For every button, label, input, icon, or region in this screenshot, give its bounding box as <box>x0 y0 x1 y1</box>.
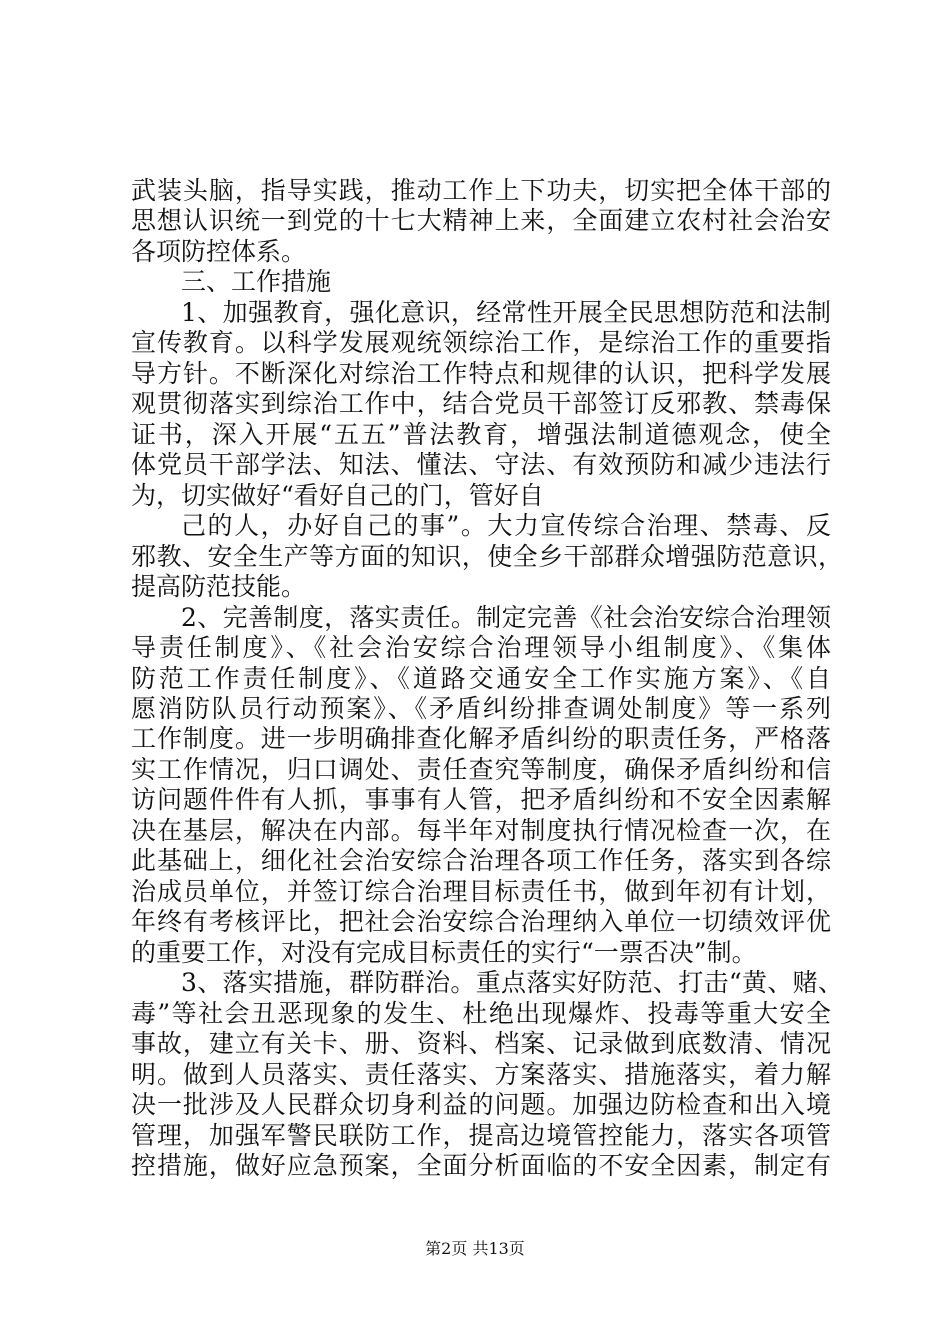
text-line: 宣传教育。以科学发展观统领综治工作，是综治工作的重要指 <box>131 328 831 357</box>
text-line: 愿消防队员行动预案》、《矛盾纠纷排查调处制度》等一系列 <box>131 694 831 723</box>
text-line: 此基础上，细化社会治安综合治理各项工作任务，落实到各综 <box>131 846 831 875</box>
text-line: 导方针。不断深化对综治工作特点和规律的认识，把科学发展 <box>131 359 831 388</box>
text-line: 1、加强教育，强化意识，经常性开展全民思想防范和法制 <box>181 298 831 327</box>
page-number-footer: 第2页 共13页 <box>425 1239 525 1258</box>
text-line: 体党员干部学法、知法、懂法、守法、有效预防和减少违法行 <box>131 450 831 479</box>
text-line: 2、完善制度，落实责任。制定完善《社会治安综合治理领 <box>181 603 831 632</box>
text-line: 为，切实做好“看好自己的门，管好自 <box>131 481 544 510</box>
text-line: 思想认识统一到党的十七大精神上来，全面建立农村社会治安 <box>131 206 831 235</box>
text-line: 决一批涉及人民群众切身利益的问题。加强边防检查和出入境 <box>131 1090 831 1119</box>
text-line: 控措施，做好应急预案，全面分析面临的不安全因素，制定有 <box>131 1151 831 1180</box>
text-line: 武装头脑，指导实践，推动工作上下功夫，切实把全体干部的 <box>131 176 831 205</box>
section-heading: 三、工作措施 <box>181 267 332 296</box>
text-line: 事故，建立有关卡、册、资料、档案、记录做到底数清、情况 <box>131 1029 831 1058</box>
text-line: 观贯彻落实到综治工作中，结合党员干部签订反邪教、禁毒保 <box>131 389 831 418</box>
text-line: 治成员单位，并签订综合治理目标责任书，做到年初有计划， <box>131 877 831 906</box>
text-line: 证书，深入开展“五五”普法教育，增强法制道德观念，使全 <box>131 420 831 449</box>
text-line: 提高防范技能。 <box>131 572 307 601</box>
text-line: 工作制度。进一步明确排查化解矛盾纠纷的职责任务，严格落 <box>131 724 831 753</box>
text-line: 管理，加强军警民联防工作，提高边境管控能力，落实各项管 <box>131 1121 831 1150</box>
text-line: 的重要工作，对没有完成目标责任的实行“一票否决”制。 <box>131 938 757 967</box>
text-line: 3、落实措施，群防群治。重点落实好防范、打击“黄、赌、 <box>181 968 843 997</box>
text-line: 己的人，办好自己的事”。大力宣传综合治理、禁毒、反 <box>181 511 831 540</box>
text-line: 访问题件件有人抓，事事有人管，把矛盾纠纷和不安全因素解 <box>131 785 831 814</box>
text-line: 实工作情况，归口调处、责任查究等制度，确保矛盾纠纷和信 <box>131 755 831 784</box>
text-line: 毒”等社会丑恶现象的发生、杜绝出现爆炸、投毒等重大安全 <box>131 999 831 1028</box>
text-line: 防范工作责任制度》、《道路交通安全工作实施方案》、《自 <box>131 664 831 693</box>
text-line: 明。做到人员落实、责任落实、方案落实、措施落实，着力解 <box>131 1060 831 1089</box>
text-line: 邪教、安全生产等方面的知识，使全乡干部群众增强防范意识， <box>131 542 843 571</box>
text-line: 导责任制度》、《社会治安综合治理领导小组制度》、《集体 <box>131 633 831 662</box>
text-line: 决在基层，解决在内部。每半年对制度执行情况检查一次，在 <box>131 816 831 845</box>
text-line: 年终有考核评比，把社会治安综合治理纳入单位一切绩效评优 <box>131 907 831 936</box>
text-line: 各项防控体系。 <box>131 237 307 266</box>
